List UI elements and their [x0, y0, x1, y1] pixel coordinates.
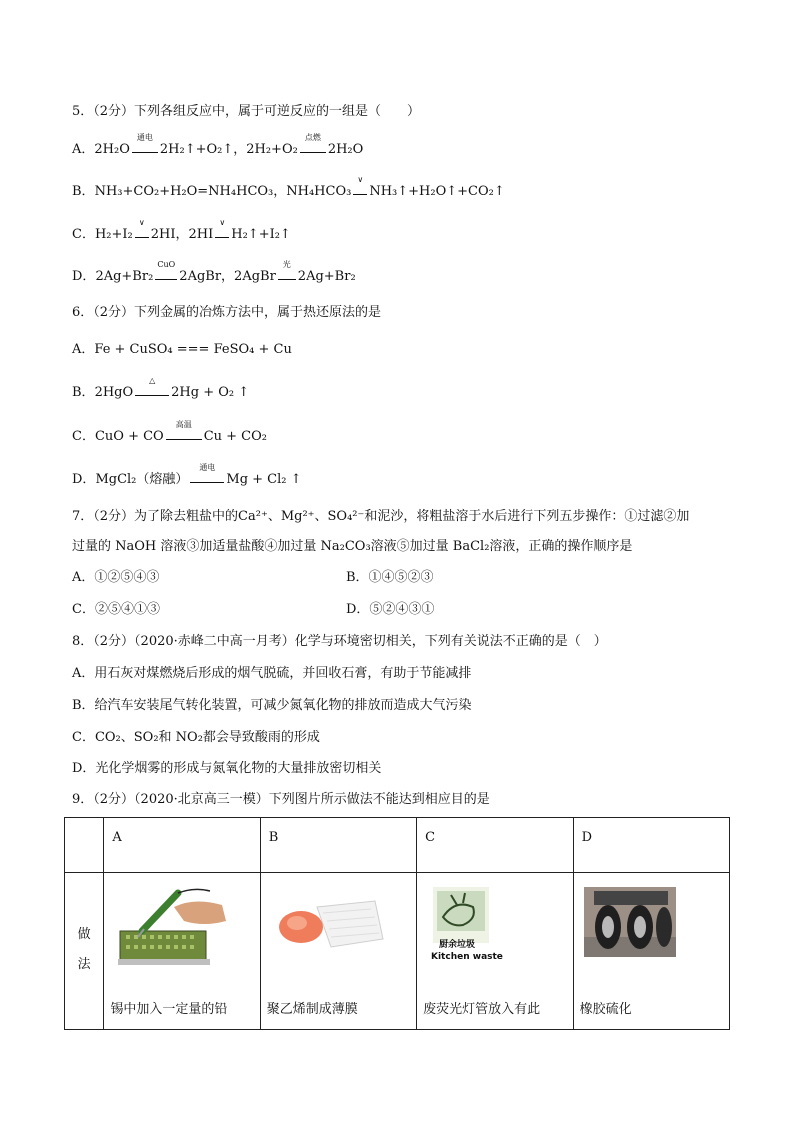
option-letter: C． — [72, 429, 95, 444]
sign-text-cn: 厨余垃圾 — [439, 940, 476, 950]
table-header-d: D — [573, 818, 729, 873]
q7-stem-line1: 7．（2分）为了除去粗盐中的Ca²⁺、Mg²⁺、SO₄²⁻和泥沙，将粗盐溶于水后进行下列五步操作：①过滤②加 — [72, 509, 690, 524]
reaction-arrow: ∨ — [215, 227, 229, 238]
option-d-cell[interactable] — [573, 873, 729, 1030]
q7-option-a[interactable]: A．①②⑤④③ — [72, 570, 160, 585]
equation-part: 2H₂O — [327, 142, 364, 157]
q6-stem: 6．（2分）下列金属的冶炼方法中，属于热还原法的是 — [72, 305, 382, 320]
option-letter: D． — [72, 472, 96, 487]
equation-part: CuO + CO — [94, 429, 164, 444]
equation-part: 2Ag+Br₂ — [297, 269, 356, 284]
q5-option-c[interactable] — [72, 218, 291, 245]
reaction-arrow: 点燃 — [300, 142, 326, 153]
q9-options-table — [64, 817, 730, 1030]
q7-option-b[interactable]: B．①④⑤②③ — [346, 570, 434, 585]
reaction-arrow: 光 — [278, 269, 296, 280]
equation-part: 2H₂O — [94, 142, 130, 157]
q7-stem-line2: 过量的 NaOH 溶液③加适量盐酸④加过量 Na₂CO₃溶液⑤加过量 BaCl₂溶液，正确的操作顺序是 — [72, 539, 633, 554]
table-row — [65, 873, 730, 1030]
soldering-iron-image — [114, 887, 234, 969]
sign-text-en: Kitchen waste — [431, 952, 504, 962]
reaction-arrow: ∨ — [353, 184, 367, 195]
reaction-arrow: 通电 — [190, 472, 224, 483]
option-d-caption: 橡胶硫化 — [579, 1002, 632, 1017]
equation-part: MgCl₂（熔融） — [95, 472, 189, 487]
table-header-b: B — [260, 818, 416, 873]
reaction-arrow: 通电 — [132, 142, 158, 153]
table-corner-cell — [65, 818, 104, 873]
q5-option-b[interactable] — [72, 175, 505, 202]
q8-option-c[interactable]: C．CO₂、SO₂和 NO₂都会导致酸雨的形成 — [72, 730, 320, 745]
option-a-caption: 锡中加入一定量的铅 — [110, 1002, 228, 1017]
row-label-text: 做法 — [77, 927, 91, 972]
option-letter: C． — [72, 227, 95, 242]
reaction-arrow: ∨ — [135, 227, 149, 238]
rubber-tires-image — [584, 887, 704, 969]
option-c-cell[interactable] — [417, 873, 573, 1030]
q8-option-a[interactable]: A．用石灰对煤燃烧后形成的烟气脱硫，并回收石膏，有助于节能减排 — [72, 666, 472, 681]
option-letter: B． — [72, 385, 95, 400]
q6-option-b[interactable] — [72, 376, 250, 403]
equation-part: NH₃+CO₂+H₂O=NH₄HCO₃，NH₄HCO₃ — [94, 184, 352, 199]
equation-part: H₂+I₂ — [94, 227, 133, 242]
q5-stem: 5．（2分）下列各组反应中，属于可逆反应的一组是（ ） — [72, 104, 421, 119]
q6-option-a[interactable] — [72, 340, 292, 360]
equation-part: 2H₂↑+O₂↑，2H₂+O₂ — [159, 142, 298, 157]
equation-part: 2Ag+Br₂ — [95, 269, 154, 284]
equation-part: Mg + Cl₂ ↑ — [226, 472, 302, 487]
equation-part: Cu + CO₂ — [203, 429, 267, 444]
equation-part: 2Hg + O₂ ↑ — [171, 385, 250, 400]
kitchen-waste-sign-image — [427, 887, 547, 969]
q9-stem: 9．（2分）（2020·北京高三一模）下列图片所示做法不能达到相应目的是 — [72, 792, 490, 807]
equation-part: H₂↑+I₂↑ — [231, 227, 291, 242]
table-header-a: A — [104, 818, 260, 873]
equation-part: 2AgBr，2AgBr — [179, 269, 276, 284]
polyethylene-film-image — [271, 887, 391, 969]
option-letter: A． — [72, 342, 95, 357]
option-letter: B． — [72, 184, 95, 199]
row-label — [65, 873, 104, 1030]
reaction-arrow: CuO — [155, 269, 177, 280]
equation-part: NH₃↑+H₂O↑+CO₂↑ — [369, 184, 505, 199]
option-b-caption: 聚乙烯制成薄膜 — [266, 1002, 358, 1017]
reaction-arrow: △ — [135, 385, 169, 396]
equation-part: 2HgO — [94, 385, 134, 400]
option-a-cell[interactable] — [104, 873, 260, 1030]
q8-stem: 8．（2分）（2020·赤峰二中高一月考）化学与环境密切相关，下列有关说法不正确的是（ ） — [72, 634, 607, 649]
equation-part: Fe + CuSO₄ === FeSO₄ + Cu — [94, 342, 292, 357]
q5-option-d[interactable] — [72, 260, 356, 287]
q8-option-b[interactable]: B．给汽车安装尾气转化装置，可减少氮氧化物的排放而造成大气污染 — [72, 698, 472, 713]
q7-option-d[interactable]: D．⑤②④③① — [346, 602, 435, 617]
option-b-cell[interactable] — [260, 873, 416, 1030]
q7-option-c[interactable]: C．②⑤④①③ — [72, 602, 160, 617]
reaction-arrow: 高温 — [166, 429, 202, 440]
equation-part: 2HI，2HI — [150, 227, 214, 242]
option-letter: D． — [72, 269, 96, 284]
option-letter: A． — [72, 142, 95, 157]
q5-option-a[interactable] — [72, 133, 364, 160]
q6-option-c[interactable] — [72, 420, 267, 447]
table-header-row — [65, 818, 730, 873]
q8-option-d[interactable]: D．光化学烟雾的形成与氮氧化物的大量排放密切相关 — [72, 761, 382, 776]
option-c-caption: 废荧光灯管放入有此 — [423, 1002, 541, 1017]
q6-option-d[interactable] — [72, 463, 302, 490]
table-header-c: C — [417, 818, 573, 873]
